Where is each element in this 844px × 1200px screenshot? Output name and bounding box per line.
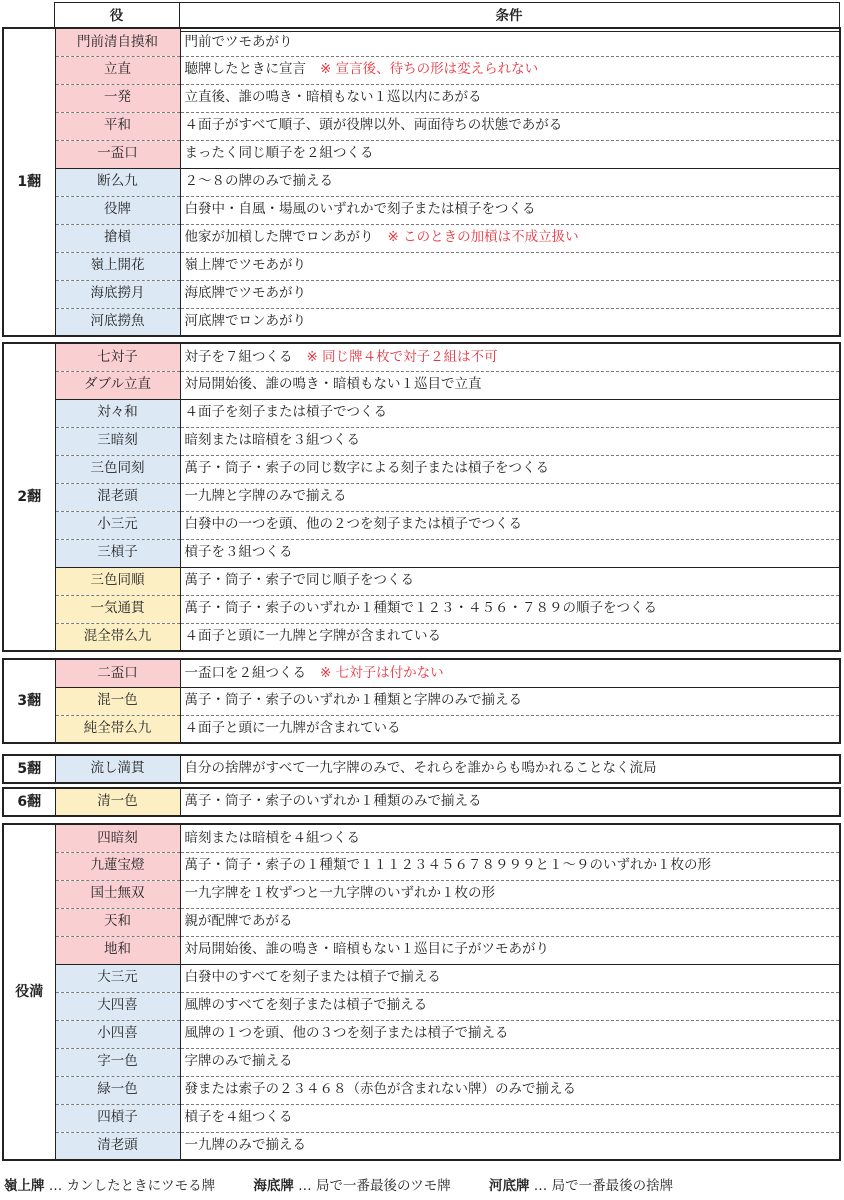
- yaku-condition: ４面子がすべて順子、頭が役牌以外、両面待ちの状態であがる: [184, 117, 563, 134]
- yaku-name: 小四喜: [55, 1020, 180, 1048]
- table-row: [3, 1020, 840, 1048]
- yaku-name: 海底撈月: [55, 280, 180, 308]
- yaku-condition: 暗刻または暗槓を３組つくる: [184, 432, 360, 449]
- table-row: [3, 659, 840, 687]
- yaku-condition-cell: [180, 343, 840, 371]
- yaku-name: 門前清自摸和: [55, 28, 180, 56]
- yaku-condition: 暗刻または暗槓を４組つくる: [184, 829, 360, 846]
- yaku-name: 混一色: [55, 687, 180, 715]
- yaku-condition: 萬子・筒子・索子の同じ数字による刻子または槓子をつくる: [184, 460, 549, 477]
- yaku-note: ※ 同じ牌４枚で対子２組は不可: [306, 348, 498, 365]
- table-row: [3, 687, 840, 715]
- yaku-note: ※ 七対子は付かない: [320, 664, 444, 681]
- yaku-condition: 他家が加槓した牌でロンあがり: [184, 229, 374, 246]
- han-group-label: 1翻: [3, 28, 55, 336]
- yaku-condition: 河底牌でロンあがり: [184, 313, 306, 329]
- yaku-condition: 槓子を３組つくる: [184, 544, 293, 561]
- yaku-condition: 風牌のすべてを刻子または槓子で揃える: [184, 997, 428, 1014]
- yaku-name: 断么九: [55, 168, 180, 196]
- yaku-name: 大三元: [55, 964, 180, 992]
- table-row: [3, 140, 840, 168]
- yaku-name: 三暗刻: [55, 427, 180, 455]
- table-row: [3, 788, 840, 816]
- yaku-condition: 白發中の一つを頭、他の２つを刻子または槓子でつくる: [184, 516, 522, 533]
- table-row: [3, 595, 840, 623]
- yaku-name: 緑一色: [55, 1076, 180, 1104]
- yaku-condition-cell: [180, 399, 840, 427]
- legend-desc: … 局で一番最後のツモ牌: [293, 1178, 451, 1194]
- table-row: [3, 168, 840, 196]
- table-row: [3, 824, 840, 852]
- yaku-name: 立直: [55, 56, 180, 84]
- table-row: [3, 1104, 840, 1132]
- yaku-condition-cell: [180, 755, 840, 783]
- group-table: [2, 823, 841, 1161]
- yaku-condition-cell: [180, 308, 840, 336]
- yaku-condition-cell: [180, 168, 840, 196]
- yaku-name: 三槓子: [55, 539, 180, 567]
- yaku-condition-cell: [180, 1076, 840, 1104]
- yaku-condition: 一九字牌を１枚ずつと一九字牌のいずれか１枚の形: [184, 885, 495, 902]
- table-row: [3, 511, 840, 539]
- table-row: [3, 252, 840, 280]
- legend-item: [4, 1174, 215, 1194]
- group-table: [2, 658, 841, 744]
- yaku-condition-cell: [180, 1104, 840, 1132]
- yaku-condition-cell: [180, 1020, 840, 1048]
- legend-term: 海底牌: [253, 1178, 294, 1194]
- table-row: [3, 455, 840, 483]
- yaku-name: 小三元: [55, 511, 180, 539]
- yaku-condition-cell: [180, 483, 840, 511]
- yaku-name: 一気通貫: [55, 595, 180, 623]
- han-group-label: 6翻: [3, 788, 55, 816]
- yaku-condition-cell: [180, 28, 840, 56]
- legend-item: [253, 1174, 450, 1194]
- yaku-condition-cell: [180, 112, 840, 140]
- yaku-name: 大四喜: [55, 992, 180, 1020]
- table-row: [3, 28, 840, 56]
- yaku-name: 清一色: [55, 788, 180, 816]
- yaku-condition-cell: [180, 511, 840, 539]
- table-row: [3, 715, 840, 743]
- yaku-condition: 槓子を４組つくる: [184, 1109, 293, 1126]
- yaku-condition: 萬子・筒子・索子のいずれか１種類と字牌のみで揃える: [184, 692, 522, 709]
- yaku-name: 九蓮宝燈: [55, 852, 180, 880]
- yaku-condition: 一九牌と字牌のみで揃える: [184, 488, 347, 505]
- yaku-condition: 対局開始後、誰の鳴き・暗槓もない１巡目に子がツモあがり: [184, 941, 549, 958]
- yaku-condition-cell: [180, 908, 840, 936]
- yaku-condition: 嶺上牌でツモあがり: [184, 257, 306, 274]
- yaku-name: 七対子: [55, 343, 180, 371]
- yaku-name: 一盃口: [55, 140, 180, 168]
- yaku-condition-cell: [180, 595, 840, 623]
- table-row: [3, 755, 840, 783]
- yaku-condition: 字牌のみで揃える: [184, 1053, 293, 1070]
- yaku-condition-cell: [180, 659, 840, 687]
- yaku-condition: 対局開始後、誰の鳴き・暗槓もない１巡目で立直: [184, 376, 482, 393]
- table-row: [3, 992, 840, 1020]
- table-row: [3, 1048, 840, 1076]
- table-row: [3, 1076, 840, 1104]
- yaku-condition: 親が配牌であがる: [184, 913, 293, 930]
- yaku-condition: 海底牌でツモあがり: [184, 285, 306, 302]
- yaku-name: 三色同刻: [55, 455, 180, 483]
- table-row: [3, 880, 840, 908]
- yaku-name: 混老頭: [55, 483, 180, 511]
- yaku-condition: 萬子・筒子・索子のいずれか１種類で１２３・４５６・７８９の順子をつくる: [184, 600, 657, 617]
- table-row: [3, 483, 840, 511]
- han-group-label: 5翻: [3, 755, 55, 783]
- yaku-name: 河底撈魚: [55, 308, 180, 336]
- yaku-condition: 一盃口を２組つくる: [184, 664, 306, 681]
- yaku-condition-cell: [180, 623, 840, 651]
- yaku-name: 国士無双: [55, 880, 180, 908]
- yaku-condition-cell: [180, 252, 840, 280]
- table-row: [3, 224, 840, 252]
- table-row: [3, 371, 840, 399]
- legend-term: 嶺上牌: [4, 1178, 45, 1194]
- yaku-condition-cell: [180, 992, 840, 1020]
- yaku-name: 一発: [55, 84, 180, 112]
- yaku-name: 役牌: [55, 196, 180, 224]
- table-row: [3, 964, 840, 992]
- yaku-condition: 發または索子の２３４６８（赤色が含まれない牌）のみで揃える: [184, 1081, 576, 1098]
- yaku-condition: ４面子と頭に一九牌と字牌が含まれている: [184, 628, 441, 644]
- yaku-condition-cell: [180, 455, 840, 483]
- yaku-condition: 萬子・筒子・索子のいずれか１種類のみで揃える: [184, 793, 482, 810]
- yaku-condition: 立直後、誰の鳴き・暗槓もない１巡以内にあがる: [184, 89, 482, 106]
- table-row: [3, 623, 840, 651]
- yaku-name: 四暗刻: [55, 824, 180, 852]
- yaku-condition-cell: [180, 824, 840, 852]
- yaku-condition-cell: [180, 1048, 840, 1076]
- yaku-name: 字一色: [55, 1048, 180, 1076]
- yaku-condition-cell: [180, 371, 840, 399]
- legend-desc: … カンしたときにツモる牌: [44, 1178, 216, 1194]
- yaku-name: 地和: [55, 936, 180, 964]
- yaku-name: ダブル立直: [55, 371, 180, 399]
- yaku-condition-cell: [180, 964, 840, 992]
- yaku-name: 平和: [55, 112, 180, 140]
- yaku-condition: 萬子・筒子・索子の１種類で１１１２３４５６７８９９９と１～９のいずれか１枚の形: [184, 857, 711, 874]
- yaku-condition: ４面子を刻子または槓子でつくる: [184, 404, 387, 421]
- legend-desc: … 局で一番最後の捨牌: [529, 1178, 674, 1194]
- yaku-note: ※ 宣言後、待ちの形は変えられない: [320, 61, 539, 78]
- han-group-label: 3翻: [3, 659, 55, 743]
- yaku-condition-cell: [180, 196, 840, 224]
- header-yaku: 役: [54, 3, 179, 32]
- yaku-name: 嶺上開花: [55, 252, 180, 280]
- yaku-condition-cell: [180, 715, 840, 743]
- yaku-condition-cell: [180, 687, 840, 715]
- yaku-condition: 対子を７組つくる: [184, 348, 293, 365]
- yaku-condition: ２～８の牌のみで揃える: [184, 173, 333, 190]
- yaku-name: 混全帯么九: [55, 623, 180, 651]
- legend-item: [489, 1174, 673, 1194]
- yaku-condition-cell: [180, 56, 840, 84]
- yaku-name: 四槓子: [55, 1104, 180, 1132]
- table-row: [3, 280, 840, 308]
- table-row: [3, 908, 840, 936]
- yaku-name: 三色同順: [55, 567, 180, 595]
- yaku-condition-cell: [180, 280, 840, 308]
- yaku-condition-cell: [180, 84, 840, 112]
- yaku-name: 清老頭: [55, 1132, 180, 1160]
- yaku-note: ※ このときの加槓は不成立扱い: [387, 229, 579, 246]
- table-row: [3, 84, 840, 112]
- table-row: [3, 539, 840, 567]
- yaku-condition-cell: [180, 1132, 840, 1160]
- table-row: [3, 1132, 840, 1160]
- table-row: [3, 343, 840, 371]
- yaku-name: 二盃口: [55, 659, 180, 687]
- yaku-name: 天和: [55, 908, 180, 936]
- yaku-name: 流し満貫: [55, 755, 180, 783]
- table-row: [3, 196, 840, 224]
- yaku-condition: ４面子と頭に一九牌が含まれている: [184, 720, 401, 736]
- group-table: [2, 787, 841, 817]
- legend: [4, 1174, 707, 1194]
- yaku-condition: 白發中のすべてを刻子または槓子で揃える: [184, 969, 441, 986]
- yaku-condition: 聴牌したときに宣言: [184, 61, 306, 78]
- yaku-condition: 萬子・筒子・索子で同じ順子をつくる: [184, 572, 414, 589]
- yaku-condition: 一九牌のみで揃える: [184, 1137, 306, 1153]
- yaku-condition: 白發中・自風・場風のいずれかで刻子または槓子をつくる: [184, 201, 536, 218]
- yaku-condition-cell: [180, 788, 840, 816]
- legend-term: 河底牌: [489, 1178, 530, 1194]
- table-row: [3, 427, 840, 455]
- table-row: [3, 936, 840, 964]
- han-group-label: 役満: [3, 824, 55, 1160]
- yaku-condition: 自分の捨牌がすべて一九字牌のみで、それらを誰からも鳴かれることなく流局: [184, 760, 657, 777]
- yaku-name: 搶槓: [55, 224, 180, 252]
- table-row: [3, 56, 840, 84]
- table-row: [3, 567, 840, 595]
- table-row: [3, 308, 840, 336]
- yaku-condition-cell: [180, 567, 840, 595]
- yaku-condition-cell: [180, 427, 840, 455]
- group-table: [2, 754, 841, 784]
- group-table: [2, 27, 841, 337]
- han-group-label: 2翻: [3, 343, 55, 651]
- yaku-condition-cell: [180, 539, 840, 567]
- yaku-name: 純全帯么九: [55, 715, 180, 743]
- yaku-condition-cell: [180, 224, 840, 252]
- yaku-condition-cell: [180, 880, 840, 908]
- table-row: [3, 112, 840, 140]
- yaku-condition-cell: [180, 140, 840, 168]
- group-table: [2, 342, 841, 652]
- yaku-condition: 風牌の１つを頭、他の３つを刻子または槓子で揃える: [184, 1025, 509, 1042]
- yaku-condition-cell: [180, 852, 840, 880]
- yaku-name: 対々和: [55, 399, 180, 427]
- table-row: [3, 852, 840, 880]
- yaku-condition: 門前でツモあがり: [184, 33, 293, 50]
- header-condition: 条件: [179, 3, 839, 32]
- table-row: [3, 399, 840, 427]
- yaku-condition: まったく同じ順子を２組つくる: [184, 145, 374, 162]
- yaku-condition-cell: [180, 936, 840, 964]
